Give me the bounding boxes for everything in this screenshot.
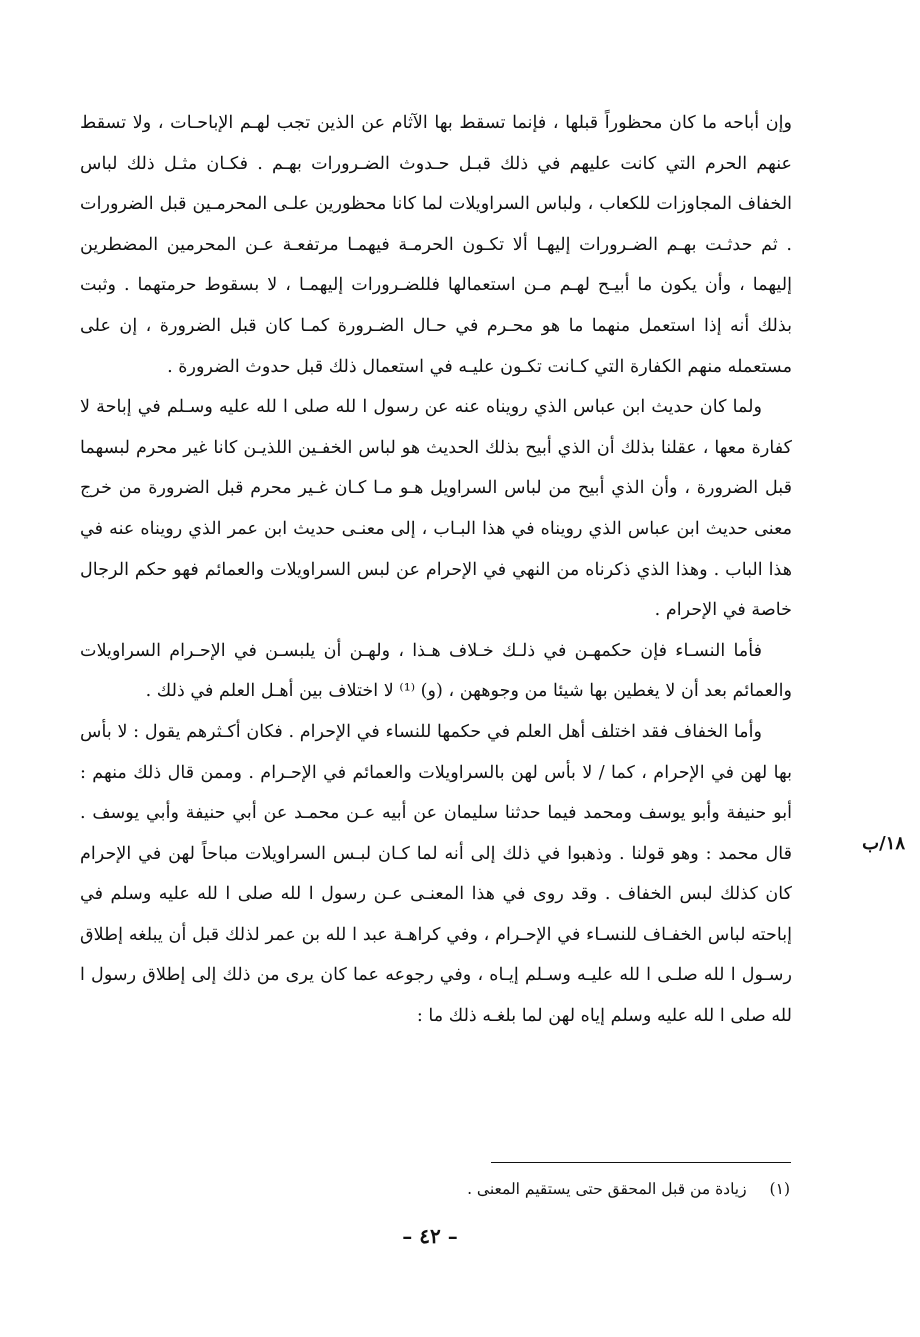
footnote-number: (١) — [769, 1180, 790, 1198]
paragraph-2: ولما كان حديث ابن عباس الذي رويناه عنه عن رسول ا لله صلى ا لله عليه وسـلم في إباحة لا كفارة معها ، عقلنا بذلك أن الذي أبيح بذلك الحديث هو لباس الخفـين اللذيـن كانا غير محرم لبسهما قبل الضرورة ، وأن الذي أبيح من لباس السراويل هـو مـا كـان غـير محرم قبل الضرورة من خرج معنى حديث ابن عباس الذي رويناه في هذا البـاب ، إلى معنـى حديث ابن عمر الذي رويناه عنه في هذا الباب . وهذا الذي ذكرناه من النهي في الإحرام عن لبس السراويلات والعمائم فهو حكم الرجال خاصة في الإحرام . — [80, 397, 792, 621]
footnote — [380, 1175, 790, 1203]
paragraph-1: وإن أباحه ما كان محظوراً قبلها ، فإنما تسقط بها الآثام عن الذين تجب لهـم الإباحـات ، ولا تسقط عنهم الحرم التي كانت عليهم في ذلك قبـل حـدوث الضـرورات بهـم . فكـان مثـل ذلك لباس الخفاف المجاوزات للكعاب ، ولباس السراويلات لما كانا محظورين علـى المحرمـين قبل الضرورات . ثم حدثـت بهـم الضـرورات إليهـا ألا تكـون الحرمـة فيهمـا مرتفعـة عـن المحرمين المضطرين إليهما ، وأن يكون ما أبيـح لهـم مـن استعمالها فللضـرورات إليهمـا ، لا بسقوط حرمتهما . وثبت بذلك أنه إذا استعمل منهما ما هو محـرم في حـال الضـرورة كمـا كان قبل الضرورة ، إن على مستعمله منهم الكفارة التي كـانت تكـون عليـه في استعمال ذلك قبل حدوث الضرورة . — [80, 113, 792, 377]
paragraph-3: فأما النسـاء فإن حكمهـن في ذلـك خـلاف هـذا ، ولهـن أن يلبسـن في الإحـرام السراويلات والعمائم بعد أن لا يغطين بها شيئا من وجوههن ، (و) ⁽¹⁾ لا اختلاف بين أهـل العلم في ذلك . — [80, 640, 792, 702]
footnote-text: زيادة من قبل المحقق حتى يستقيم المعنى . — [467, 1180, 747, 1198]
paragraph-4: وأما الخفاف فقد اختلف أهل العلم في حكمها للنساء في الإحرام . فكان أكـثرهم يقول : لا بأس بها لهن في الإحرام ، كما / لا بأس لهن بالسراويلات والعمائم في الإحـرام . وممن قال ذلك منهم : أبو حنيفة وأبو يوسف ومحمد فيما حدثنا سليمان عن أبيه عـن محمـد عن أبي حنيفة وأبي يوسف . قال محمد : وهو قولنا . وذهبوا في ذلك إلى أنه لما كـان لبـس السراويلات مباحاً لهن في الإحرام كان كذلك لبس الخفاف . وقد روى في هذا المعنـى عـن رسول ا لله صلى ا لله عليه وسلم في إباحته لباس الخفـاف للنسـاء في الإحـرام ، وفي كراهـة عبد ا لله بن عمر لذلك قبل أن يبلغه إطلاق رسـول ا لله صلـى ا لله عليـه وسـلم إيـاه ، وفي رجوعه عما كان يرى من ذلك إلى إطلاق رسول ا لله صلى ا لله عليه وسلم إياه لهن لما بلغـه ذلك ما : — [80, 721, 792, 1027]
main-text — [80, 103, 792, 1037]
folio-margin-note: ١٨/ب — [862, 833, 905, 854]
footnote-divider — [491, 1162, 791, 1163]
page-number: – ٤٢ – — [402, 1224, 458, 1248]
